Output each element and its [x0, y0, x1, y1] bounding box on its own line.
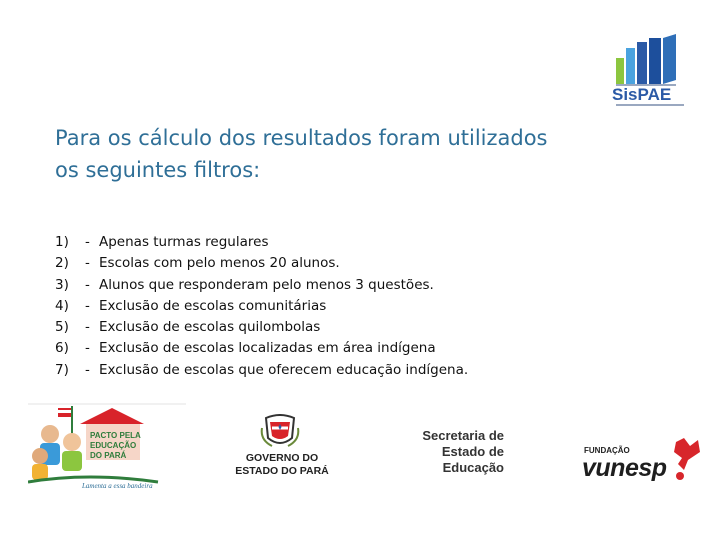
item-number: 6)	[55, 340, 69, 357]
item-number: 2)	[55, 255, 69, 272]
list-item	[55, 275, 468, 296]
secretaria-line-1: Secretaria de	[422, 428, 504, 443]
item-number: 4)	[55, 297, 69, 314]
item-text: Alunos que responderam pelo menos 3 questões.	[99, 276, 434, 293]
sispae-tagline	[616, 104, 684, 106]
governo-line-1: GOVERNO DO	[245, 452, 319, 464]
heading-line-1: Para os cálculo dos resultados foram utilizados	[55, 126, 548, 150]
item-dash: -	[85, 255, 90, 272]
item-text: Exclusão de escolas que oferecem educação indígena.	[99, 361, 469, 378]
item-dash: -	[85, 234, 90, 250]
page-heading	[55, 122, 615, 186]
sispae-wordmark: SisPAE	[612, 85, 672, 104]
list-item	[55, 253, 468, 274]
vunesp-wordmark: vunesp	[582, 454, 667, 482]
item-number: 3)	[55, 276, 69, 293]
pacto-line-2: EDUCAÇÃO	[90, 441, 137, 450]
vunesp-logo	[582, 436, 702, 486]
item-text: Exclusão de escolas quilombolas	[99, 319, 321, 336]
secretaria-line-3: Educação	[442, 460, 504, 475]
heading-line-2: os seguintes filtros:	[55, 158, 261, 182]
item-text: Apenas turmas regulares	[99, 234, 269, 250]
sispae-bars-icon	[616, 34, 682, 86]
list-item	[55, 317, 468, 338]
governo-para-logo	[222, 412, 342, 482]
item-text: Exclusão de escolas comunitárias	[99, 297, 327, 314]
governo-line-2: ESTADO DO PARÁ	[235, 465, 329, 477]
item-number: 7)	[55, 361, 69, 378]
item-dash: -	[85, 361, 90, 378]
pacto-slogan: Lamenta a essa bandeira	[82, 482, 153, 490]
list-item	[55, 232, 468, 253]
pacto-illustration-icon	[28, 402, 186, 492]
filters-list	[55, 232, 468, 381]
item-number: 5)	[55, 319, 69, 336]
coat-of-arms-icon	[260, 414, 300, 450]
list-item	[55, 296, 468, 317]
sispae-logo	[606, 34, 690, 108]
secretaria-educacao-logo	[400, 428, 504, 476]
vunesp-mark-icon	[670, 436, 702, 482]
item-dash: -	[85, 297, 90, 314]
item-dash: -	[85, 276, 90, 293]
pacto-line-1: PACTO PELA	[90, 431, 141, 440]
item-number: 1)	[55, 234, 69, 250]
secretaria-line-2: Estado de	[441, 444, 504, 459]
item-dash: -	[85, 340, 90, 357]
list-item	[55, 360, 468, 381]
item-text: Escolas com pelo menos 20 alunos.	[99, 255, 340, 272]
list-item	[55, 338, 468, 359]
pacto-educacao-logo	[28, 402, 186, 492]
item-dash: -	[85, 319, 90, 336]
pacto-line-3: DO PARÁ	[90, 451, 127, 460]
item-text: Exclusão de escolas localizadas em área indígena	[99, 340, 436, 357]
vunesp-fundacao: FUNDAÇÃO	[584, 446, 630, 455]
